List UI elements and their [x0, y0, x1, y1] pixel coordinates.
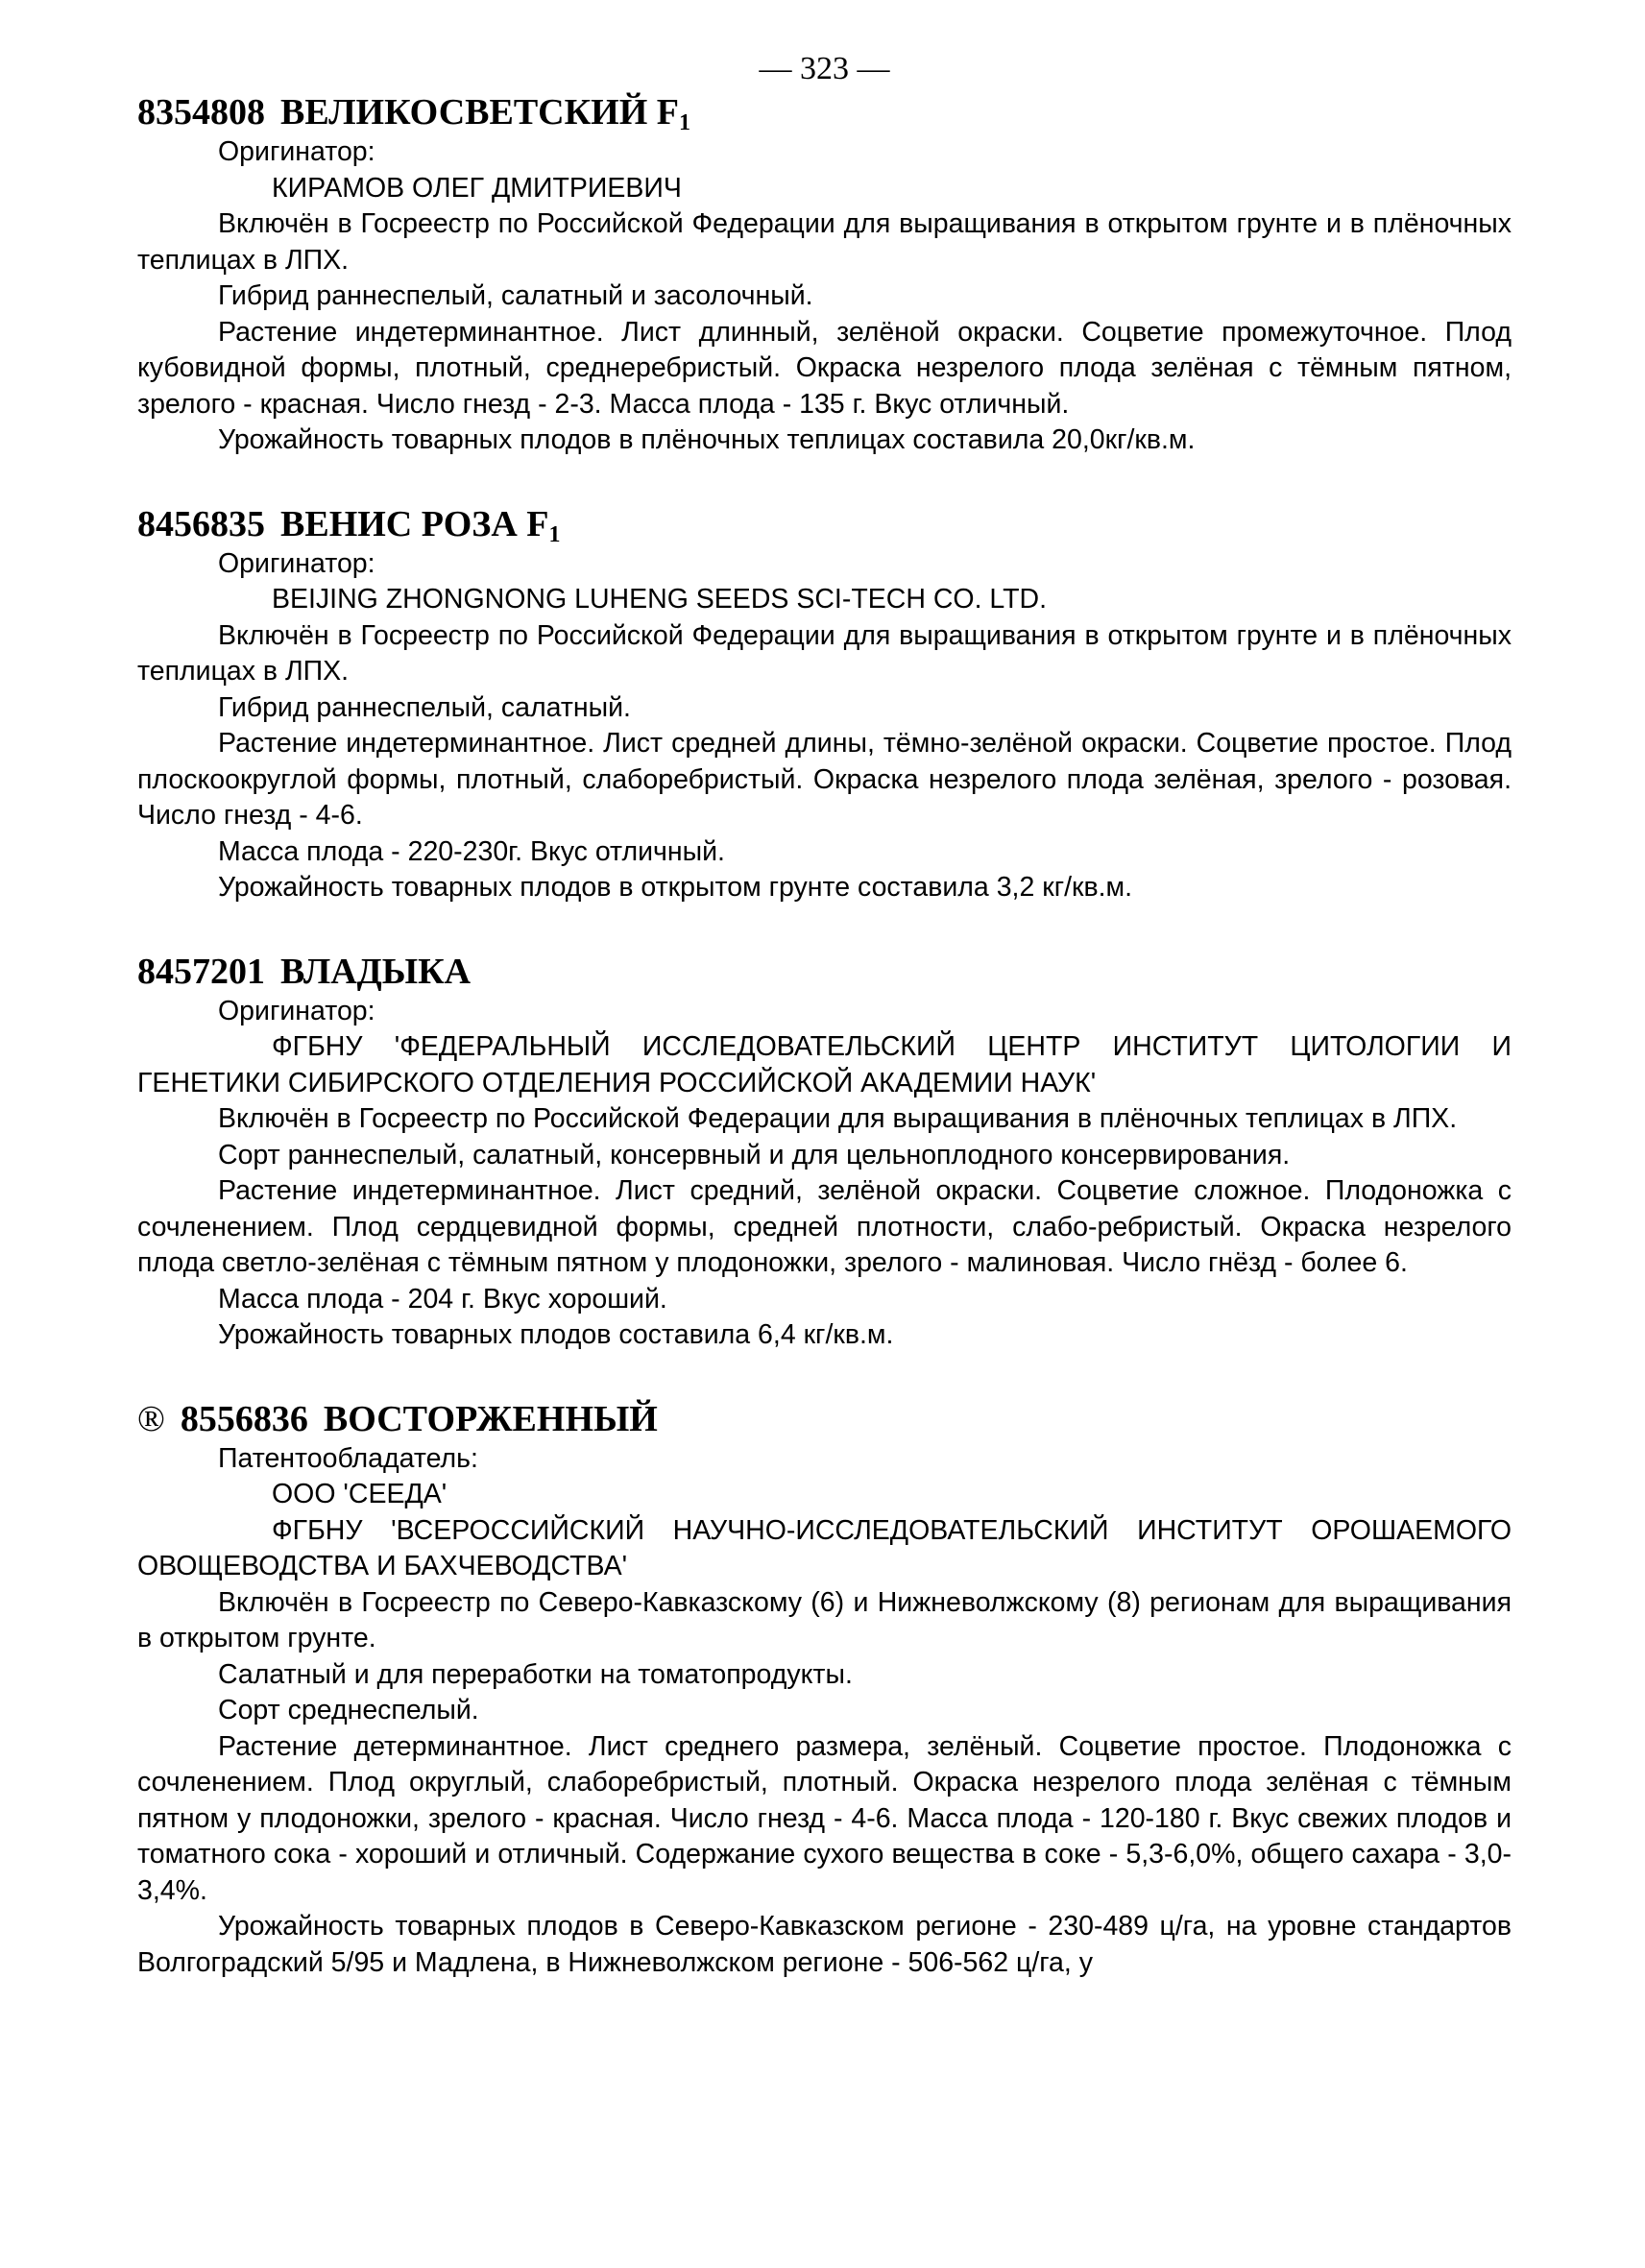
variety-entry — [137, 90, 1512, 459]
variety-entry — [137, 1397, 1512, 1982]
entry-name: ВЛАДЫКА — [280, 951, 472, 992]
entry-number: 8457201 — [137, 951, 265, 992]
entry-title — [137, 90, 1512, 134]
variety-type: Сорт раннеспелый, салатный, консервный и для цельноплодного консервирования. — [218, 1139, 1291, 1170]
originator-label: Оригинатор: — [218, 136, 375, 167]
yield-note: Урожайность товарных плодов в плёночных теплицах составила 20,0кг/кв.м. — [218, 424, 1196, 455]
document-page — [137, 50, 1512, 2024]
entry-number: 8354808 — [137, 92, 265, 133]
entry-subscript: 1 — [548, 521, 561, 547]
registry-note: Включён в Госреестр по Российской Федерации для выращивания в плёночных теплицах в ЛПХ. — [218, 1103, 1458, 1134]
registry-note: Включён в Госреестр по Российской Федерации для выращивания в открытом грунте и в плёночных теплицах в ЛПХ. — [137, 619, 1512, 687]
variety-type: Сорт среднеспелый. — [218, 1695, 479, 1725]
variety-entry — [137, 502, 1512, 906]
originator-name: КИРАМОВ ОЛЕГ ДМИТРИЕВИЧ — [272, 172, 682, 204]
fruit-mass-note: Масса плода - 204 г. Вкус хороший. — [218, 1283, 667, 1315]
entry-subscript: 1 — [679, 110, 690, 135]
entry-title — [137, 502, 1512, 546]
entry-number: 8456835 — [137, 503, 265, 544]
yield-note: Урожайность товарных плодов в Северо-Кавказском регионе - 230-489 ц/га, на уровне стандартов Волгоградский 5/95 и Мадлена, в Нижневолжском регионе - 506-562 ц/га, у — [137, 1911, 1512, 1978]
page-number: — 323 — — [759, 51, 890, 86]
variety-description: Растение индетерминантное. Лист средней длины, тёмно-зелёной окраски. Соцветие простое. Плод плоскоокруглой формы, плотный, слаборебристый. Окраска незрелого плода зелёная, зрелого - розовая. Число гнезд - 4-6. — [137, 728, 1512, 831]
originator-label: Оригинатор: — [218, 995, 375, 1026]
entry-name: ВОСТОРЖЕННЫЙ — [323, 1398, 658, 1439]
variety-description: Растение индетерминантное. Лист средний, зелёной окраски. Соцветие сложное. Плодоножка с сочленением. Плод сердцевидной формы, средней плотности, слабо-ребристый. Окраска незрелого плода светло-зелёная с тёмным пятном у плодоножки, зрелого - малиновая. Число гнёзд - более 6. — [137, 1175, 1512, 1278]
patent-holder-name: ФГБНУ 'ВСЕРОССИЙСКИЙ НАУЧНО-ИССЛЕДОВАТЕЛЬСКИЙ ИНСТИТУТ ОРОШАЕМОГО ОВОЩЕВОДСТВА И БАХЧЕВОДСТВА' — [137, 1514, 1512, 1581]
originator-name: ФГБНУ 'ФЕДЕРАЛЬНЫЙ ИССЛЕДОВАТЕЛЬСКИЙ ЦЕНТР ИНСТИТУТ ЦИТОЛОГИИ И ГЕНЕТИКИ СИБИРСКОГО ОТДЕЛЕНИЯ РОССИЙСКОЙ АКАДЕМИИ НАУК' — [137, 1031, 1512, 1098]
entry-title — [137, 950, 1512, 994]
fruit-mass-note: Масса плода - 220-230г. Вкус отличный. — [218, 835, 725, 867]
variety-description: Растение детерминантное. Лист среднего размера, зелёный. Соцветие простое. Плодоножка с сочленением. Плод округлый, слаборебристый, плотный. Окраска незрелого плода зелёная с тёмным пятном у плодоножки, зрелого - красная. Число гнезд - 4-6. Масса плода - 120-180 г. Вкус свежих плодов и томатного сока - хороший и отличный. Содержание сухого вещества в соке - 5,3-6,0%, общего сахара - 3,0-3,4%. — [137, 1730, 1512, 1906]
variety-type: Гибрид раннеспелый, салатный. — [218, 691, 631, 723]
registry-note: Включён в Госреестр по Российской Федерации для выращивания в открытом грунте и в плёночных теплицах в ЛПХ. — [137, 208, 1512, 276]
entry-number: 8556836 — [180, 1398, 308, 1439]
usage-note: Салатный и для переработки на томатопродукты. — [218, 1658, 853, 1690]
yield-note: Урожайность товарных плодов составила 6,4 кг/кв.м. — [218, 1319, 894, 1350]
yield-note: Урожайность товарных плодов в открытом грунте составила 3,2 кг/кв.м. — [218, 872, 1133, 903]
entry-name: ВЕНИС РОЗА F — [280, 503, 549, 544]
originator-name: BEIJING ZHONGNONG LUHENG SEEDS SCI-TECH CO. LTD. — [272, 584, 1048, 615]
originator-label: Оригинатор: — [218, 547, 375, 579]
entry-name: ВЕЛИКОСВЕТСКИЙ F — [280, 92, 679, 133]
registered-mark-icon: ® — [137, 1398, 165, 1439]
registry-note: Включён в Госреестр по Северо-Кавказскому (6) и Нижневолжскому (8) регионам для выращивания в открытом грунте. — [137, 1586, 1512, 1653]
patent-holder-label: Патентообладатель: — [218, 1442, 478, 1474]
variety-type: Гибрид раннеспелый, салатный и засолочный. — [218, 280, 813, 311]
variety-description: Растение индетерминантное. Лист длинный, зелёной окраски. Соцветие промежуточное. Плод кубовидной формы, плотный, среднеребристый. Окраска незрелого плода зелёная с тёмным пятном, зрелого - красная. Число гнезд - 2-3. Масса плода - 135 г. Вкус отличный. — [137, 316, 1512, 420]
variety-entry — [137, 950, 1512, 1354]
entry-title — [137, 1397, 1512, 1441]
patent-holder-name: ООО 'СЕЕДА' — [272, 1479, 448, 1509]
